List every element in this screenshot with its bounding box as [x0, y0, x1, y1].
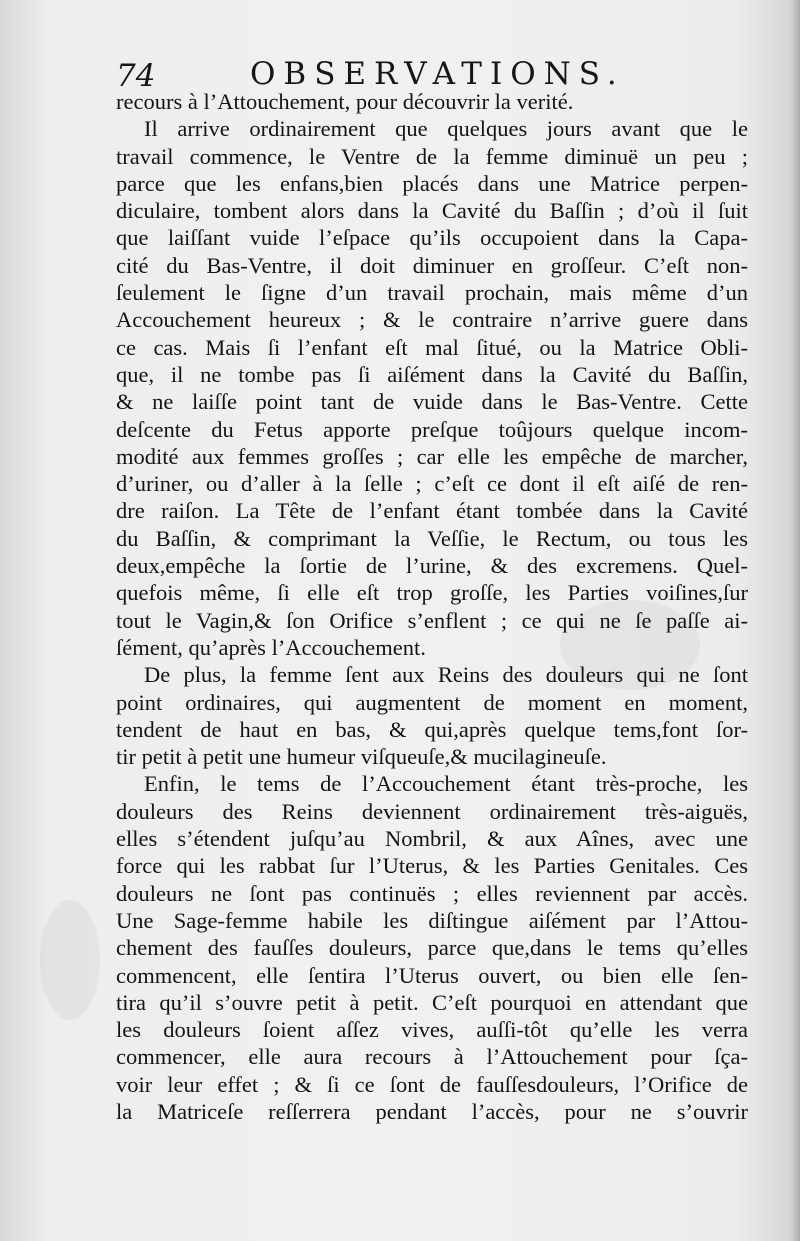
- text-line: tendent de haut en bas, & qui,après quelque tems,font ſor-: [116, 716, 748, 742]
- text-line: quefois même, ſi elle eſt trop groſſe, les Parties voiſines,ſur: [116, 580, 748, 606]
- text-line: elles s’étendent juſqu’au Nombril, & aux Aînes, avec une: [116, 826, 748, 852]
- paper-stain: [40, 900, 100, 1020]
- text-line: commencent, elle ſentira l’Uterus ouvert, ou bien elle ſen-: [116, 962, 748, 988]
- text-line: tout le Vagin,& ſon Orifice s’enflent ; ce qui ne ſe paſſe ai-: [116, 607, 748, 633]
- text-line: ſeulement le ſigne d’un travail prochain, mais même d’un: [116, 280, 748, 306]
- text-line: du Baſſin, & comprimant la Veſſie, le Rectum, ou tous les: [116, 525, 748, 551]
- text-line: que laiſſant vuide l’eſpace qu’ils occupoient dans la Capa-: [116, 225, 748, 251]
- text-line: ce cas. Mais ſi l’enfant eſt mal ſitué, ou la Matrice Obli-: [116, 334, 748, 360]
- text-line: chement des fauſſes douleurs, parce que,dans le tems qu’elles: [116, 935, 748, 961]
- text-line: Il arrive ordinairement que quelques jours avant que le: [144, 116, 748, 142]
- text-line: diculaire, tombent alors dans la Cavité du Baſſin ; d’où il ſuit: [116, 198, 748, 224]
- running-title: OBSERVATIONS.: [250, 56, 625, 92]
- text-line: la Matriceſe reſſerrera pendant l’accès, pour ne s’ouvrir: [116, 1098, 748, 1124]
- text-line: dre raiſon. La Tête de l’enfant étant tombée dans la Cavité: [116, 498, 748, 524]
- text-line: les douleurs ſoient aſſez vives, auſſi-tôt qu’elle les verra: [116, 1017, 748, 1043]
- text-line: modité aux femmes groſſes ; car elle les empêche de marcher,: [116, 443, 748, 469]
- text-line: travail commence, le Ventre de la femme diminuë un peu ;: [116, 143, 748, 169]
- text-line: ſément, qu’après l’Accouchement.: [116, 634, 426, 660]
- text-line: force qui les rabbat ſur l’Uterus, & les Parties Genitales. Ces: [116, 853, 748, 879]
- text-line: deux,empêche la ſortie de l’urine, & des excremens. Quel-: [116, 553, 748, 579]
- text-line: tira qu’il s’ouvre petit à petit. C’eſt pourquoi en attendant que: [116, 989, 748, 1015]
- text-line: De plus, la femme ſent aux Reins des douleurs qui ne ſont: [144, 662, 748, 688]
- page-number: 74: [116, 58, 156, 94]
- text-line: Accouchement heureux ; & le contraire n’arrive guere dans: [116, 307, 748, 333]
- text-line: parce que les enfans,bien placés dans une Matrice perpen-: [116, 170, 748, 196]
- text-line: d’uriner, ou d’aller à la ſelle ; c’eſt ce dont il eſt aiſé de ren-: [116, 471, 748, 497]
- text-line: Enfin, le tems de l’Accouchement étant très-proche, les: [144, 771, 748, 797]
- text-line: tir petit à petit une humeur viſqueuſe,& mucilagineuſe.: [116, 744, 607, 770]
- text-line: & ne laiſſe point tant de vuide dans le Bas-Ventre. Cette: [116, 389, 748, 415]
- text-line: voir leur effet ; & ſi ce ſont de fauſſesdouleurs, l’Orifice de: [116, 1071, 748, 1097]
- text-line: douleurs des Reins deviennent ordinairement très-aiguës,: [116, 798, 748, 824]
- text-line: recours à l’Attouchement, pour découvrir la verité.: [116, 89, 574, 114]
- text-line: commencer, elle aura recours à l’Attouchement pour ſça-: [116, 1044, 748, 1070]
- body-text: [116, 88, 748, 1125]
- text-line: deſcente du Fetus apporte preſque toûjours quelque incom-: [116, 416, 748, 442]
- text-line: cité du Bas-Ventre, il doit diminuer en groſſeur. C’eſt non-: [116, 252, 748, 278]
- text-line: douleurs ne ſont pas continuës ; elles reviennent par accès.: [116, 880, 748, 906]
- text-line: point ordinaires, qui augmentent de moment en moment,: [116, 689, 748, 715]
- text-line: Une Sage-femme habile les diſtingue aiſément par l’Attou-: [116, 907, 748, 933]
- text-line: que, il ne tombe pas ſi aiſément dans la Cavité du Baſſin,: [116, 361, 748, 387]
